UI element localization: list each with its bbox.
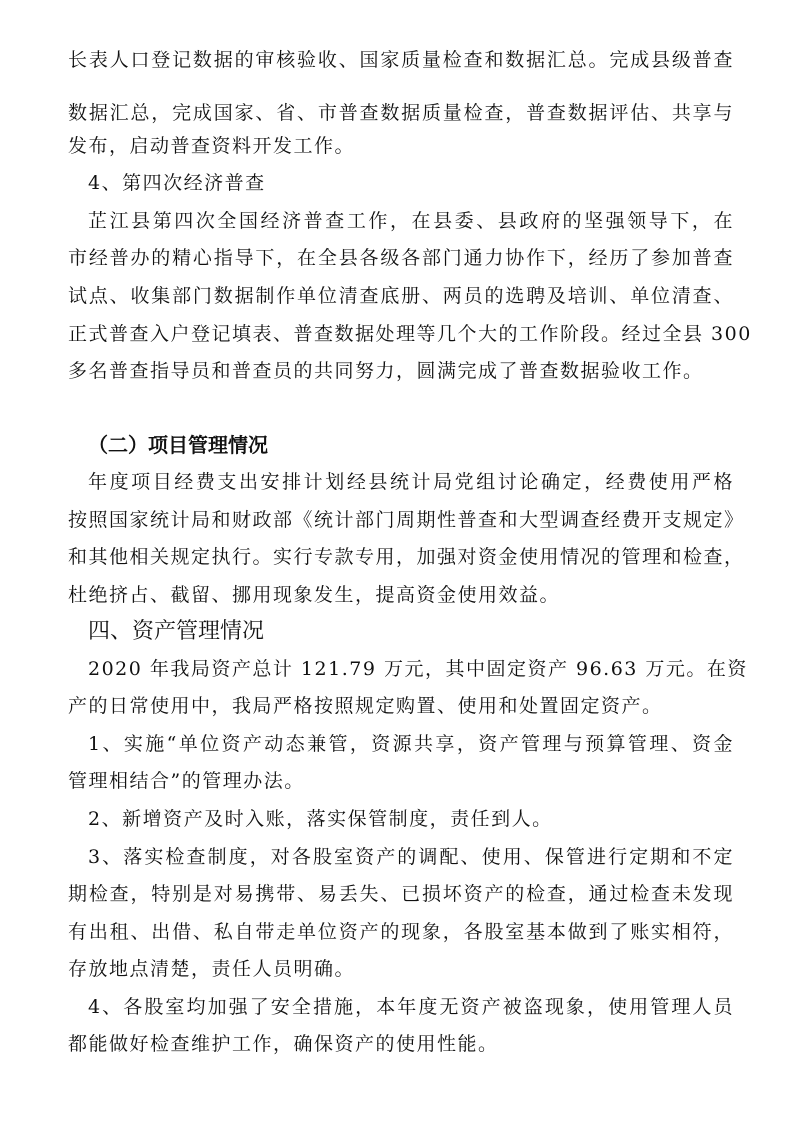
paragraph-line: 2、新增资产及时入账，落实保管制度，责任到人。 xyxy=(88,808,553,830)
paragraph-line: 管理相结合”的管理办法。 xyxy=(68,770,305,792)
paragraph-line: 多名普查指导员和普查员的共同努力，圆满完成了普查数据验收工作。 xyxy=(68,360,704,382)
paragraph-line: 杜绝挤占、截留、挪用现象发生，提高资金使用效益。 xyxy=(68,584,561,606)
paragraph-line: 年度项目经费支出安排计划经县统计局党组讨论确定，经费使用严格 xyxy=(88,471,734,493)
paragraph-line: 按照国家统计局和财政部《统计部门周期性普查和大型调查经费开支规定》 xyxy=(68,509,745,531)
paragraph-line: 1、实施“单位资产动态兼管，资源共享，资产管理与预算管理、资金 xyxy=(88,733,734,755)
paragraph-line: 存放地点清楚，责任人员明确。 xyxy=(68,958,356,980)
paragraph-line: 都能做好检查维护工作，确保资产的使用性能。 xyxy=(68,1033,499,1055)
paragraph-line: 和其他相关规定执行。实行专款专用，加强对资金使用情况的管理和检查， xyxy=(68,546,745,568)
paragraph-line: 2020 年我局资产总计 121.79 万元，其中固定资产 96.63 万元。在资 xyxy=(88,658,748,680)
paragraph-line: 数据汇总，完成国家、省、市普查数据质量检查，普查数据评估、共享与 xyxy=(68,102,734,124)
section-heading: 四、资产管理情况 xyxy=(88,619,265,644)
paragraph-line: 正式普查入户登记填表、普查数据处理等几个大的工作阶段。经过全县 300 xyxy=(68,323,752,345)
paragraph-line: 市经普办的精心指导下，在全县各级各部门通力协作下，经历了参加普查 xyxy=(68,247,734,269)
subsection-heading: （二）项目管理情况 xyxy=(88,433,268,457)
paragraph-line: 长表人口登记数据的审核验收、国家质量检查和数据汇总。完成县级普查 xyxy=(68,49,734,71)
paragraph-line: 3、落实检查制度，对各股室资产的调配、使用、保管进行定期和不定 xyxy=(88,846,734,868)
paragraph-line: 产的日常使用中，我局严格按照规定购置、使用和处置固定资产。 xyxy=(68,695,663,717)
paragraph-line: 4、各股室均加强了安全措施，本年度无资产被盗现象，使用管理人员 xyxy=(88,996,734,1018)
section-item-title: 4、第四次经济普查 xyxy=(88,172,266,194)
paragraph-line: 发布，启动普查资料开发工作。 xyxy=(68,135,356,157)
paragraph-line: 有出租、出借、私自带走单位资产的现象，各股室基本做到了账实相符， xyxy=(68,921,734,943)
paragraph-line: 芷江县第四次全国经济普查工作，在县委、县政府的坚强领导下，在 xyxy=(88,210,734,232)
paragraph-line: 期检查，特别是对易携带、易丢失、已损坏资产的检查，通过检查未发现 xyxy=(68,883,734,905)
paragraph-line: 试点、收集部门数据制作单位清查底册、两员的选聘及培训、单位清查、 xyxy=(68,285,734,307)
